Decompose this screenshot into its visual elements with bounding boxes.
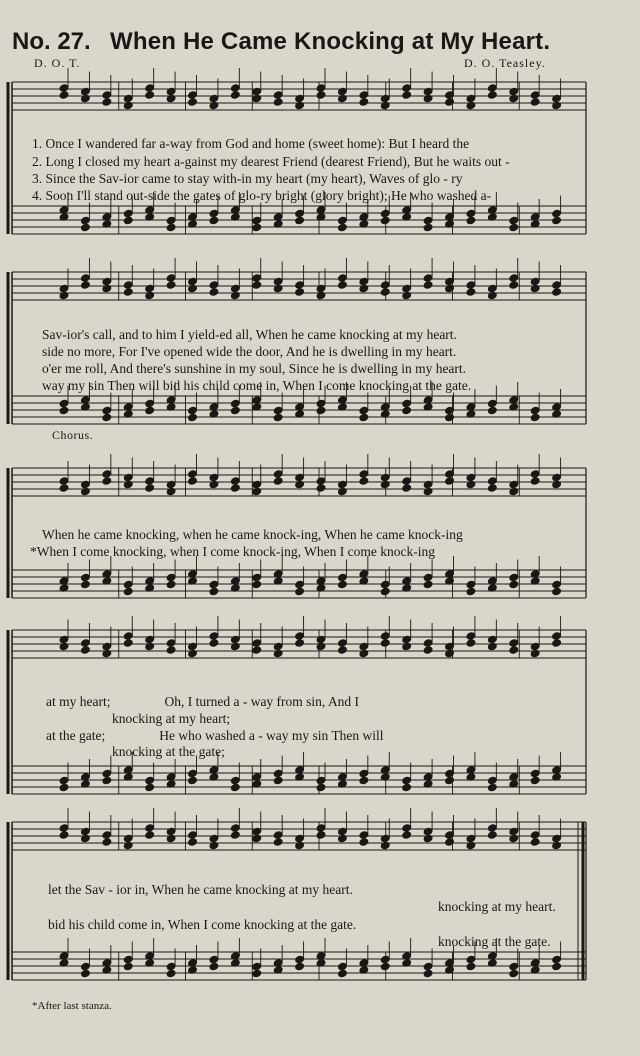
lyric-line: at my heart; Oh, I turned a - way from sin, And I [46,694,360,709]
lyric-line: knocking at my heart. [438,899,556,914]
lyric-line: 1. Once I wandered far a-way from God and home (sweet home): But I heard the [32,136,470,151]
lyric-line: knocking at the gate. [438,934,551,949]
lyric-line: 3. Since the Sav-ior came to stay with-in my heart (my heart), Waves of glo - ry [32,171,463,186]
lyric-line: Sav-ior's call, and to him I yield-ed all, When he came knocking at my heart. [42,327,457,342]
music-credit: D. O. Teasley. [464,56,546,70]
lyric-line: side no more, For I've opened wide the door, And he is dwelling in my heart. [42,344,457,359]
lyric-line: let the Sav - ior in, When he came knocking at my heart. [48,882,353,897]
lyric-line: way my sin Then will bid his child come in, When I come knocking at the gate. [42,378,472,393]
chorus-label: Chorus. [52,428,94,442]
footnote: *After last stanza. [32,1000,112,1012]
hymn-title: When He Came Knocking at My Heart. [110,28,551,55]
lyric-line: *When I come knocking, when I come knock-ing, When I come knock-ing [30,544,435,559]
lyric-line: bid his child come in, When I come knocking at the gate. [48,917,357,932]
lyric-line: knocking at my heart; [112,711,231,726]
lyric-line: at the gate; He who washed a - way my sin Then will [46,728,384,743]
lyric-line: 4. Soon I'll stand out-side the gates of glo-ry bright (glory bright); He who washed a- [32,188,492,203]
words-credit: D. O. T. [34,56,81,70]
lyric-line: When he came knocking, when he came knock-ing, When he came knock-ing [42,527,463,542]
lyric-line: 2. Long I closed my heart a-gainst my dearest Friend (dearest Friend), But he waits out - [32,154,510,169]
lyric-line: knocking at the gate; [112,744,225,759]
lyric-line: o'er me roll, And there's sunshine in my soul, Since he is dwelling in my heart. [42,361,467,376]
hymn-number: No. 27. [12,28,91,55]
